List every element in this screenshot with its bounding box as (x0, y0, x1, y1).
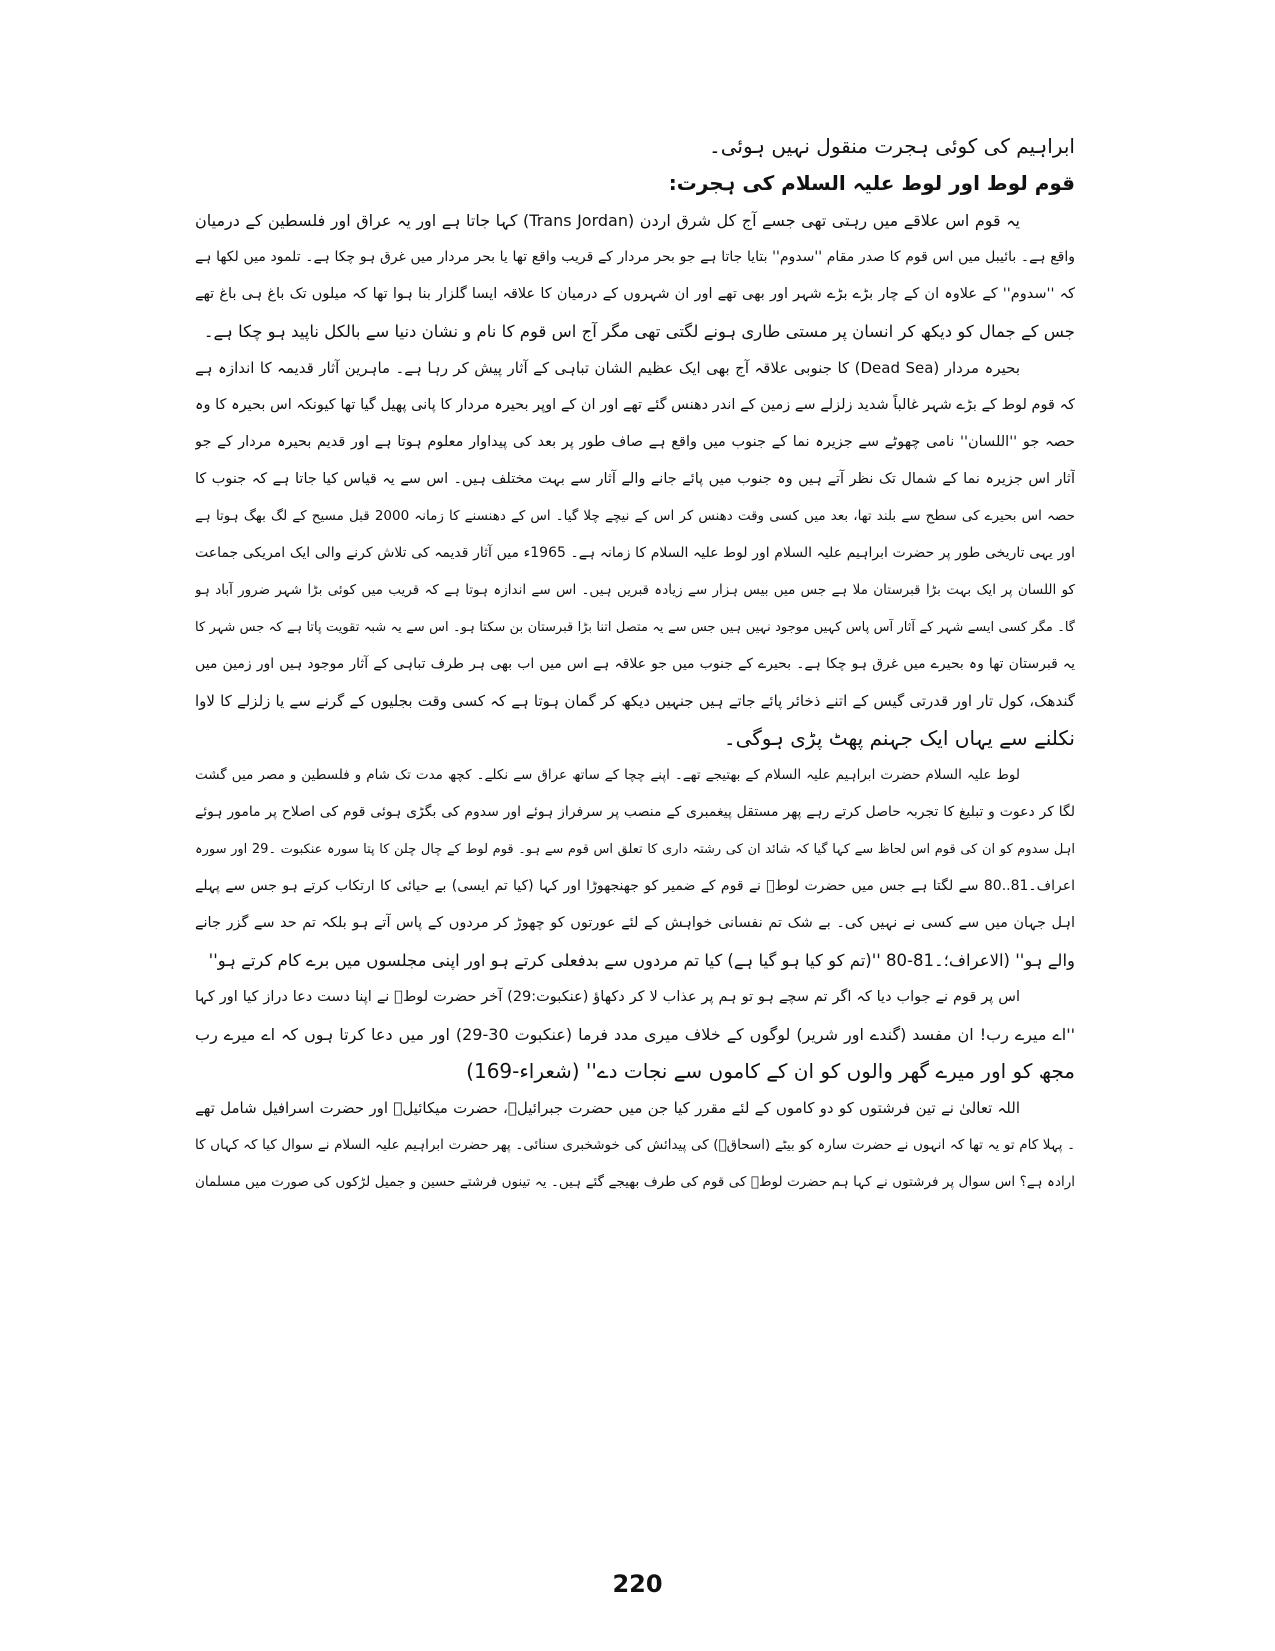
page-number: 220 (612, 1570, 663, 1598)
text-line: حصہ اس بحیرے کی سطح سے بلند تھا، بعد میں کسی وقت دھنس کر اس کے نیچے چلا گیا۔ اس کے دھنسنے کا زمانہ 2000 قبل مسیح کے لگ بھگ ہوتا ہے (195, 508, 1075, 524)
text-line: اللہ تعالیٰ نے تین فرشتوں کو دو کاموں کے لئے مقرر کیا جن میں حضرت جبرائیلؑ، حضرت میکائیلؑ اور حضرت اسرافیل شامل تھے (195, 1099, 1021, 1117)
text-line: اہل جہان میں سے کسی نے نہیں کی۔ بے شک تم نفسانی خواہش کے لئے عورتوں کو چھوڑ کر مردوں کے پاس آتے ہو بلکہ تم حد سے گزر جانے (195, 915, 1075, 931)
text-line: آثار اس جزیرہ نما کے شمال تک نظر آتے ہیں وہ جنوب میں پائے جانے والے آثار سے بہت مختلف ہیں۔ اس سے یہ قیاس کیا جاتا ہے کہ جنوب کا (195, 471, 1075, 487)
text-line: لگا کر دعوت و تبلیغ کا تجربہ حاصل کرتے رہے پھر مستقل پیغمبری کے منصب پر سرفراز ہوئے اور سدوم کی بگڑی ہوئی قوم کی اصلاح پر مامور ہوئے (195, 804, 1075, 820)
text-line: جس کے جمال کو دیکھ کر انسان پر مستی طاری ہونے لگتی تھی مگر آج اس قوم کا نام و نشان دنیا سے بالکل ناپید ہو چکا ہے۔ (203, 322, 1075, 341)
text-line: کہ ''سدوم'' کے علاوہ ان کے چار بڑے بڑے شہر اور بھی تھے اور ان شہروں کے درمیان کا علاقہ ایسا گلزار بنا ہوا تھا کہ میلوں تک باغ ہی باغ تھے (195, 286, 1075, 302)
section-heading: قوم لوط اور لوط علیہ السلام کی ہجرت: (668, 171, 1075, 195)
text-line: یہ قوم اس علاقے میں رہتی تھی جسے آج کل شرق اردن (Trans Jordan) کہا جاتا ہے اور یہ عراق اور فلسطین کے درمیان (195, 211, 1020, 230)
text-line: اور یہی تاریخی طور پر حضرت ابراہیم علیہ السلام اور لوط علیہ السلام کا زمانہ ہے۔ 1965ء میں آثار قدیمہ کی تلاش کرنے والی ایک امریکی جماعت (195, 545, 1075, 561)
text-line: والے ہو'' (الاعراف؛۔81-80 ''(تم کو کیا ہو گیا ہے) کیا تم مردوں سے بدفعلی کرتے ہو اور اپنی مجلسوں میں برے کام کرتے ہو'' (208, 951, 1075, 970)
text-line: اس پر قوم نے جواب دیا کہ اگر تم سچے ہو تو ہم پر عذاب لا کر دکھاؤ (عنکبوت:29) آخر حضرت لوطؑ نے اپنا دست دعا دراز کیا اور کہا (195, 989, 1020, 1005)
text-line: نکلنے سے یہاں ایک جہنم پھٹ پڑی ہوگی۔ (723, 726, 1075, 750)
text-line: بحیرہ مردار (Dead Sea) کا جنوبی علاقہ آج بھی ایک عظیم الشان تباہی کے آثار پیش کر رہا ہے۔ ماہرین آثار قدیمہ کا اندازہ ہے (195, 359, 1020, 377)
text-line: گندھک، کول تار اور قدرتی گیس کے اتنے ذخائر پائے جاتے ہیں جنہیں دیکھ کر گمان ہوتا ہے کہ کسی وقت بجلیوں کے گرنے سے یا زلزلے کا لاوا (195, 692, 1075, 710)
text-line: ابراہیم کی کوئی ہجرت منقول نہیں ہوئی۔ (709, 134, 1075, 158)
text-line: مجھ کو اور میرے گھر والوں کو ان کے کاموں سے نجات دے'' (شعراء-169) (466, 1059, 1075, 1083)
text-line: کہ قوم لوط کے بڑے شہر غالباً شدید زلزلے سے زمین کے اندر دھنس گئے تھے اور ان کے اوپر بحیرہ مردار کا پانی پھیل گیا تھا کیونکہ اس بحیرہ کا وہ (195, 397, 1075, 413)
text-line: یہ قبرستان تھا وہ بحیرے میں غرق ہو چکا ہے۔ بحیرے کے جنوب میں جو علاقہ ہے اس میں اب بھی ہر طرف تباہی کے آثار موجود ہیں اور زمین میں (195, 656, 1075, 672)
body-text (195, 128, 1075, 1201)
text-line: حصہ جو ''اللسان'' نامی چھوٹے سے جزیرہ نما کے جنوب میں واقع ہے صاف طور پر بعد کی پیداوار معلوم ہوتا ہے اور قدیم بحیرہ مردار کے جو (195, 434, 1075, 450)
text-line: ''اے میرے رب! ان مفسد (گندے اور شریر) لوگوں کے خلاف میری مدد فرما (عنکبوت 30-29) اور میں دعا کرتا ہوں کہ اے میرے رب (195, 1025, 1075, 1044)
text-line: واقع ہے۔ بائیبل میں اس قوم کا صدر مقام ''سدوم'' بتایا جاتا ہے جو بحر مردار کے قریب واقع تھا یا بحر مردار میں غرق ہو چکا ہے۔ تلمود میں لکھا ہے (195, 249, 1075, 265)
text-line: ارادہ ہے؟ اس سوال پر فرشتوں نے کہا ہم حضرت لوطؑ کی قوم کی طرف بھیجے گئے ہیں۔ یہ تینوں فرشتے حسین و جمیل لڑکوں کی صورت میں مسلمان (195, 1174, 1075, 1190)
text-line: اہل سدوم کو ان کی قوم اس لحاظ سے کہا گیا کہ شائد ان کی رشتہ داری کا تعلق اس قوم سے ہو۔ قوم لوط کے چال چلن کا پتا سورہ عنکبوت ۔29 اور سورہ (195, 842, 1075, 857)
text-line: کو اللسان پر ایک بہت بڑا قبرستان ملا ہے جس میں بیس ہزار سے زیادہ قبریں ہیں۔ اس سے اندازہ ہوتا ہے کہ قریب میں کوئی بڑا شہر ضرور آباد ہو (195, 582, 1075, 598)
text-line: گا۔ مگر کسی ایسے شہر کے آثار آس پاس کہیں موجود نہیں ہیں جس سے یہ متصل اتنا بڑا قبرستان بن سکتا ہو۔ اس سے یہ شبہ تقویت پاتا ہے کہ جس شہر کا (195, 620, 1075, 635)
text-line: ۔ پہلا کام تو یہ تھا کہ انہوں نے حضرت سارہ کو بیٹے (اسحاقؑ) کی پیدائش کی خوشخبری سنائی۔ پھر حضرت ابراہیم علیہ السلام نے سوال کیا کہ کہاں کا (195, 1137, 1075, 1153)
text-line: اعراف۔81..80 سے لگتا ہے جس میں حضرت لوطؑ نے قوم کے ضمیر کو جھنجھوڑا اور کہا (کیا تم ایسی) بے حیائی کا ارتکاب کرتے ہو جس سے پہلے (195, 878, 1075, 894)
text-line: لوط علیہ السلام حضرت ابراہیم علیہ السلام کے بھتیجے تھے۔ اپنے چچا کے ساتھ عراق سے نکلے۔ کچھ مدت تک شام و فلسطین و مصر میں گشت (195, 767, 1020, 783)
